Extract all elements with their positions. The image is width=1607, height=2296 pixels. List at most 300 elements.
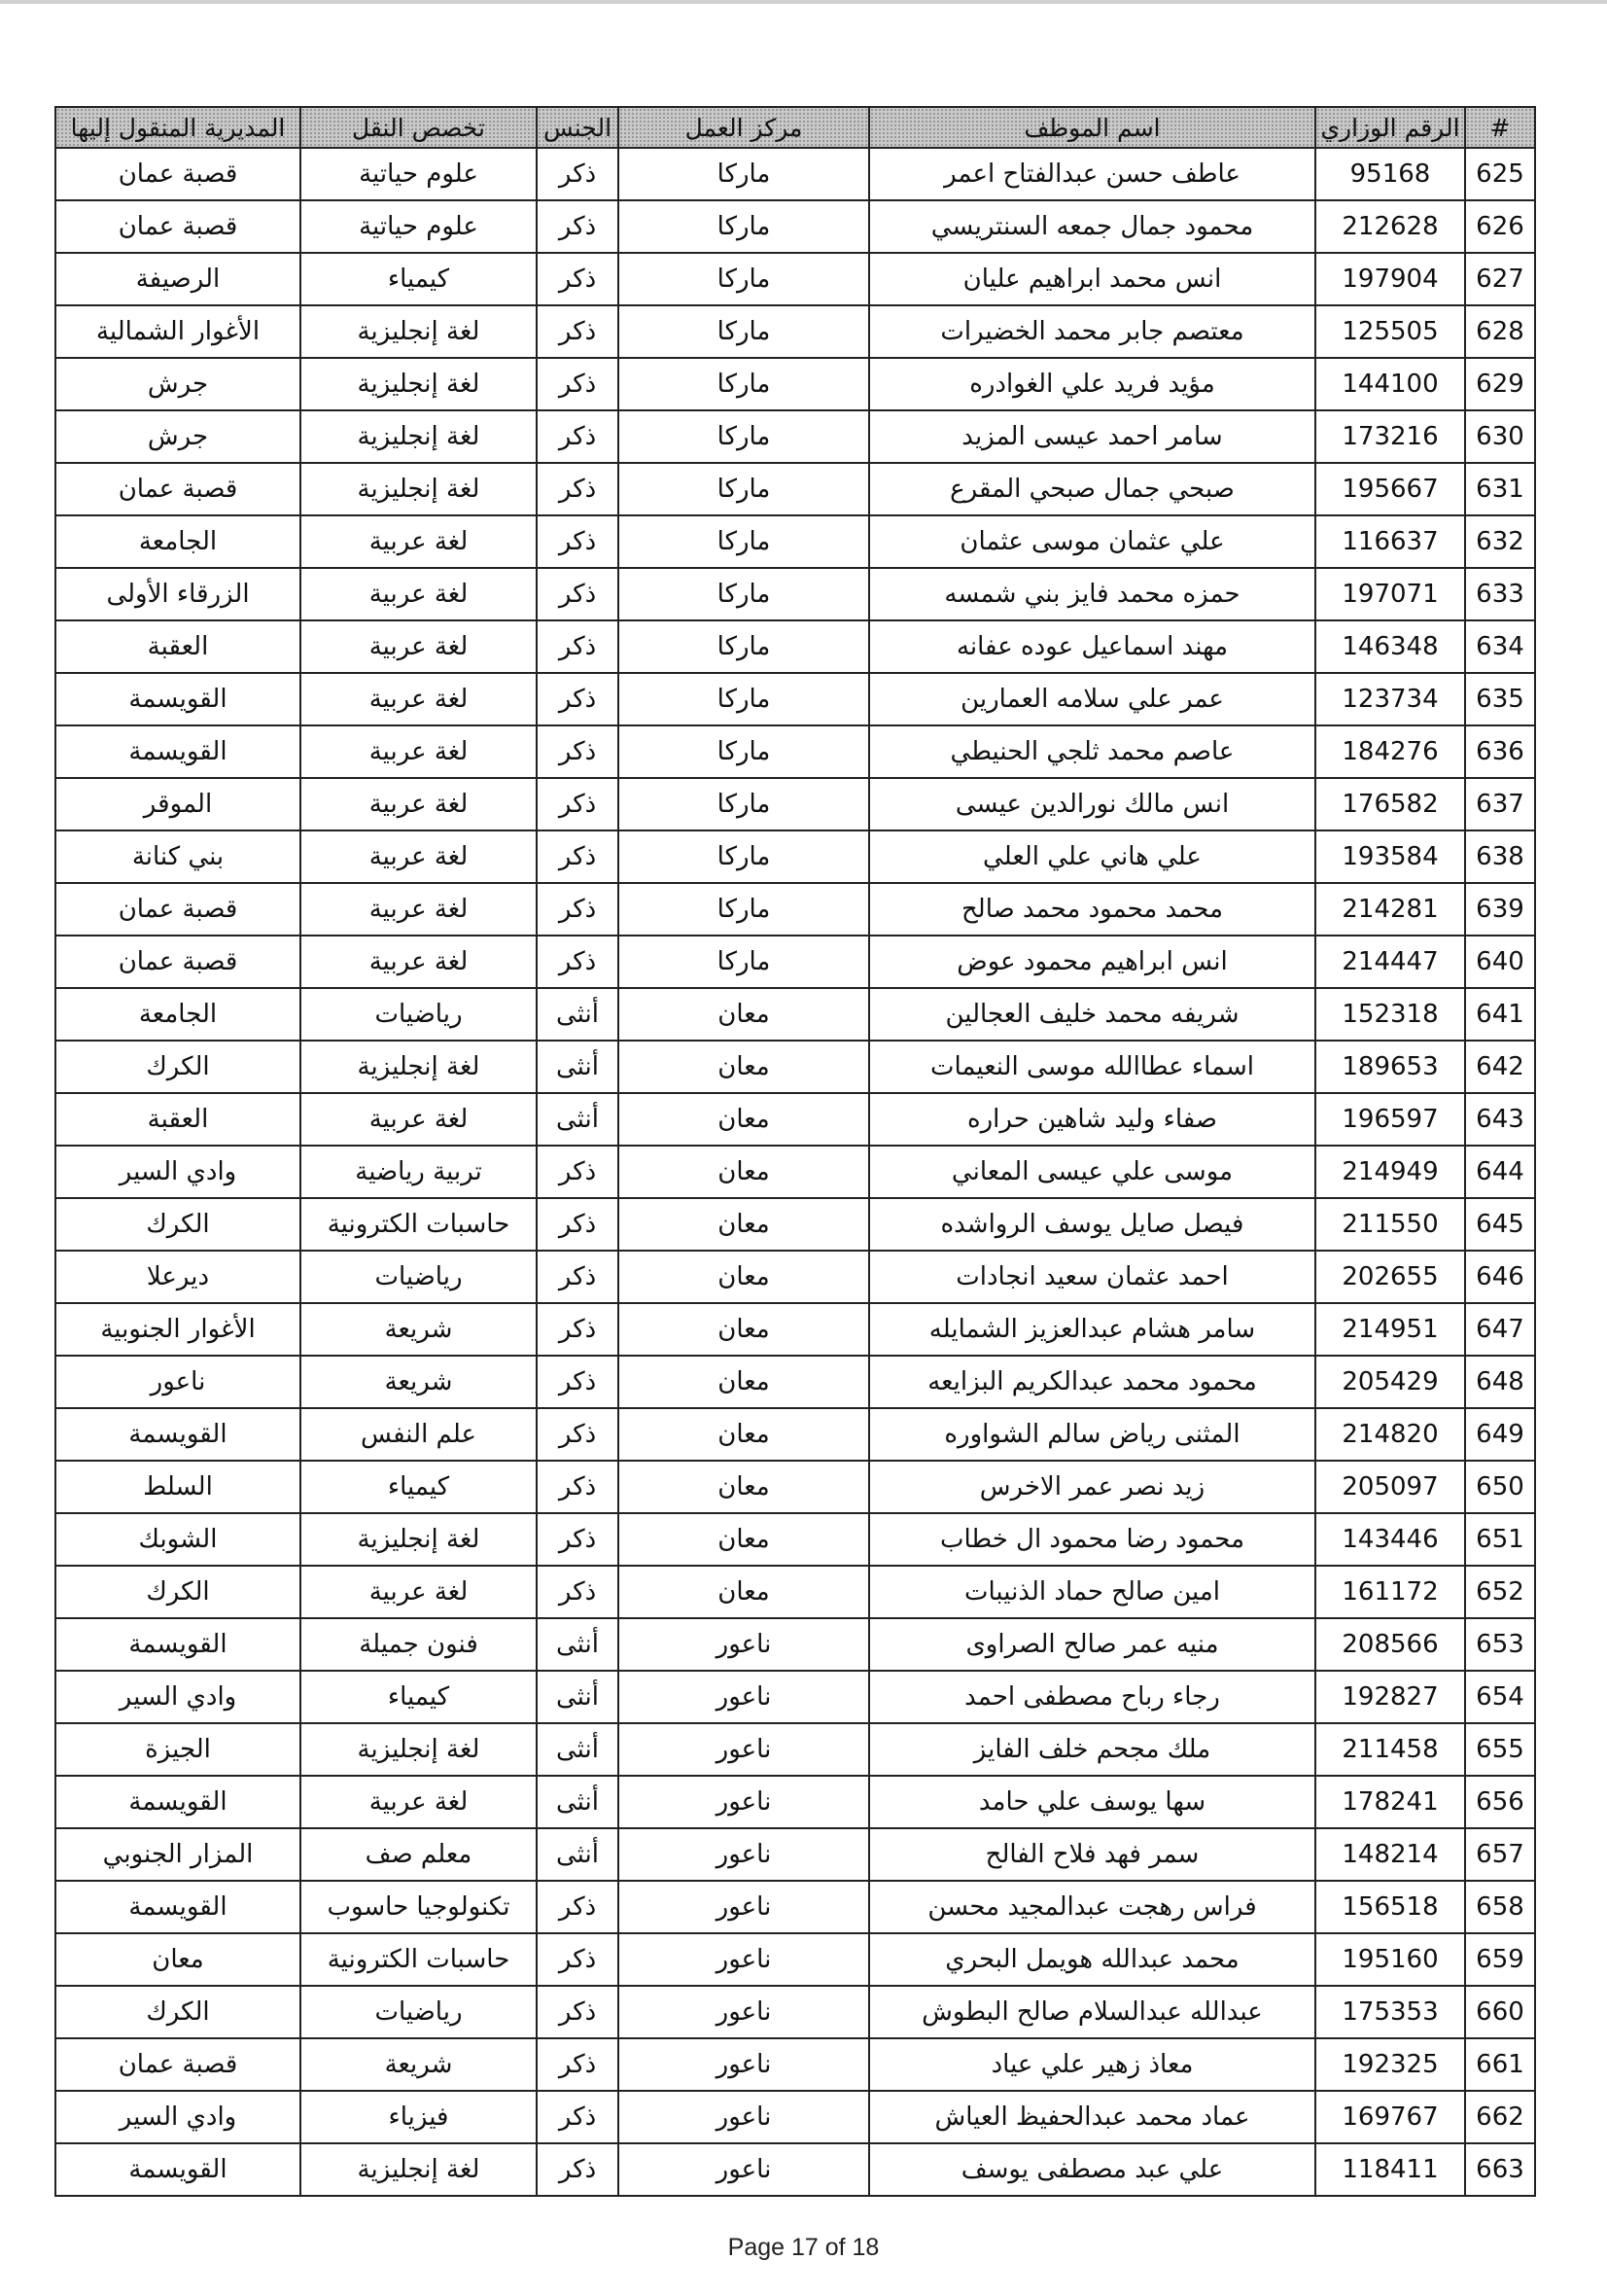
cell-ministry-id: 148214 (1315, 1828, 1465, 1881)
table-row (55, 1251, 1535, 1303)
cell-ministry-id: 214281 (1315, 883, 1465, 936)
cell-work-center: معان (618, 1198, 869, 1251)
cell-directorate: قصبة عمان (55, 463, 300, 515)
table-row (55, 725, 1535, 778)
cell-gender: ذكر (537, 883, 618, 936)
cell-specialty: علوم حياتية (300, 200, 537, 253)
table-row (55, 1303, 1535, 1356)
table-row (55, 1618, 1535, 1671)
cell-employee-name: مؤيد فريد علي الغوادره (869, 358, 1315, 410)
cell-specialty: علوم حياتية (300, 148, 537, 200)
cell-gender: ذكر (537, 1986, 618, 2038)
cell-directorate: الجامعة (55, 988, 300, 1041)
cell-work-center: ناعور (618, 1671, 869, 1723)
cell-num: 648 (1465, 1356, 1535, 1408)
cell-ministry-id: 156518 (1315, 1881, 1465, 1933)
cell-directorate: القويسمة (55, 1618, 300, 1671)
cell-ministry-id: 169767 (1315, 2091, 1465, 2143)
cell-specialty: لغة إنجليزية (300, 410, 537, 463)
cell-employee-name: محمد محمود محمد صالح (869, 883, 1315, 936)
cell-employee-name: المثنى رياض سالم الشواوره (869, 1408, 1315, 1461)
cell-employee-name: معاذ زهير علي عياد (869, 2038, 1315, 2091)
cell-ministry-id: 193584 (1315, 830, 1465, 883)
cell-employee-name: عاصم محمد ثلجي الحنيطي (869, 725, 1315, 778)
cell-gender: ذكر (537, 1146, 618, 1198)
cell-ministry-id: 118411 (1315, 2143, 1465, 2196)
cell-directorate: الكرك (55, 1986, 300, 2038)
cell-gender: ذكر (537, 936, 618, 988)
cell-employee-name: رجاء رباح مصطفى احمد (869, 1671, 1315, 1723)
table-row (55, 1986, 1535, 2038)
cell-num: 659 (1465, 1933, 1535, 1986)
cell-num: 657 (1465, 1828, 1535, 1881)
table-row (55, 410, 1535, 463)
cell-gender: ذكر (537, 410, 618, 463)
table-row (55, 305, 1535, 358)
cell-directorate: وادي السير (55, 1671, 300, 1723)
cell-ministry-id: 214820 (1315, 1408, 1465, 1461)
cell-directorate: القويسمة (55, 1408, 300, 1461)
cell-num: 626 (1465, 200, 1535, 253)
cell-gender: ذكر (537, 1408, 618, 1461)
table-row (55, 1093, 1535, 1146)
cell-num: 654 (1465, 1671, 1535, 1723)
cell-gender: ذكر (537, 673, 618, 725)
cell-gender: ذكر (537, 568, 618, 620)
cell-num: 640 (1465, 936, 1535, 988)
cell-directorate: المزار الجنوبي (55, 1828, 300, 1881)
cell-employee-name: سامر هشام عبدالعزيز الشمايله (869, 1303, 1315, 1356)
cell-employee-name: زيد نصر عمر الاخرس (869, 1461, 1315, 1513)
cell-directorate: معان (55, 1933, 300, 1986)
table-row (55, 2038, 1535, 2091)
cell-gender: ذكر (537, 1933, 618, 1986)
cell-work-center: ماركا (618, 883, 869, 936)
cell-gender: أنثى (537, 1723, 618, 1776)
cell-directorate: بني كنانة (55, 830, 300, 883)
cell-employee-name: عمر علي سلامه العمارين (869, 673, 1315, 725)
header-ministry-id: الرقم الوزاري (1315, 107, 1465, 148)
cell-work-center: ماركا (618, 620, 869, 673)
cell-directorate: قصبة عمان (55, 936, 300, 988)
cell-specialty: لغة إنجليزية (300, 305, 537, 358)
cell-specialty: لغة عربية (300, 778, 537, 830)
cell-work-center: ناعور (618, 2091, 869, 2143)
cell-num: 662 (1465, 2091, 1535, 2143)
cell-specialty: رياضيات (300, 1251, 537, 1303)
cell-num: 647 (1465, 1303, 1535, 1356)
cell-work-center: معان (618, 1146, 869, 1198)
cell-work-center: معان (618, 1093, 869, 1146)
table-header-row (55, 107, 1535, 148)
cell-gender: أنثى (537, 1041, 618, 1093)
cell-ministry-id: 214447 (1315, 936, 1465, 988)
cell-employee-name: علي عثمان موسى عثمان (869, 515, 1315, 568)
table-row (55, 1041, 1535, 1093)
cell-work-center: معان (618, 988, 869, 1041)
cell-employee-name: منيه عمر صالح الصراوى (869, 1618, 1315, 1671)
cell-ministry-id: 95168 (1315, 148, 1465, 200)
cell-ministry-id: 178241 (1315, 1776, 1465, 1828)
cell-directorate: الأغوار الشمالية (55, 305, 300, 358)
cell-gender: ذكر (537, 358, 618, 410)
cell-gender: ذكر (537, 148, 618, 200)
cell-specialty: كيمياء (300, 1671, 537, 1723)
cell-specialty: لغة عربية (300, 673, 537, 725)
cell-gender: ذكر (537, 1513, 618, 1566)
cell-specialty: شريعة (300, 2038, 537, 2091)
cell-employee-name: انس مالك نورالدين عيسى (869, 778, 1315, 830)
cell-specialty: رياضيات (300, 1986, 537, 2038)
table-row (55, 148, 1535, 200)
cell-work-center: معان (618, 1303, 869, 1356)
cell-gender: ذكر (537, 1356, 618, 1408)
cell-num: 632 (1465, 515, 1535, 568)
cell-num: 634 (1465, 620, 1535, 673)
cell-specialty: شريعة (300, 1356, 537, 1408)
table-row (55, 1408, 1535, 1461)
cell-ministry-id: 175353 (1315, 1986, 1465, 2038)
cell-specialty: لغة عربية (300, 515, 537, 568)
cell-employee-name: عاطف حسن عبدالفتاح اعمر (869, 148, 1315, 200)
table-row (55, 1198, 1535, 1251)
table-row (55, 1776, 1535, 1828)
cell-num: 638 (1465, 830, 1535, 883)
cell-gender: أنثى (537, 1618, 618, 1671)
cell-directorate: جرش (55, 358, 300, 410)
cell-num: 651 (1465, 1513, 1535, 1566)
cell-employee-name: اسماء عطاالله موسى النعيمات (869, 1041, 1315, 1093)
cell-ministry-id: 176582 (1315, 778, 1465, 830)
cell-num: 642 (1465, 1041, 1535, 1093)
cell-employee-name: معتصم جابر محمد الخضيرات (869, 305, 1315, 358)
cell-num: 637 (1465, 778, 1535, 830)
cell-directorate: القويسمة (55, 725, 300, 778)
cell-specialty: فيزياء (300, 2091, 537, 2143)
cell-num: 635 (1465, 673, 1535, 725)
cell-employee-name: علي عبد مصطفى يوسف (869, 2143, 1315, 2196)
cell-gender: ذكر (537, 305, 618, 358)
cell-num: 661 (1465, 2038, 1535, 2091)
cell-employee-name: سمر فهد فلاح الفالح (869, 1828, 1315, 1881)
cell-work-center: ماركا (618, 673, 869, 725)
cell-ministry-id: 184276 (1315, 725, 1465, 778)
cell-specialty: لغة عربية (300, 830, 537, 883)
table-row (55, 358, 1535, 410)
transfer-table (54, 106, 1536, 2197)
cell-gender: ذكر (537, 2038, 618, 2091)
table-row (55, 253, 1535, 305)
cell-specialty: كيمياء (300, 253, 537, 305)
table-row (55, 1356, 1535, 1408)
cell-ministry-id: 189653 (1315, 1041, 1465, 1093)
table-row (55, 1881, 1535, 1933)
cell-ministry-id: 146348 (1315, 620, 1465, 673)
cell-ministry-id: 208566 (1315, 1618, 1465, 1671)
cell-employee-name: موسى علي عيسى المعاني (869, 1146, 1315, 1198)
cell-num: 644 (1465, 1146, 1535, 1198)
cell-work-center: ناعور (618, 1881, 869, 1933)
cell-specialty: لغة عربية (300, 1776, 537, 1828)
cell-gender: ذكر (537, 1303, 618, 1356)
cell-num: 656 (1465, 1776, 1535, 1828)
header-directorate: المديرية المنقول إليها (55, 107, 300, 148)
cell-employee-name: شريفه محمد خليف العجالين (869, 988, 1315, 1041)
cell-gender: ذكر (537, 1881, 618, 1933)
table-row (55, 1513, 1535, 1566)
cell-work-center: ناعور (618, 1933, 869, 1986)
cell-specialty: علم النفس (300, 1408, 537, 1461)
table-row (55, 673, 1535, 725)
cell-ministry-id: 173216 (1315, 410, 1465, 463)
header-work-center: مركز العمل (618, 107, 869, 148)
cell-employee-name: صبحي جمال صبحي المقرع (869, 463, 1315, 515)
cell-employee-name: عبدالله عبدالسلام صالح البطوش (869, 1986, 1315, 2038)
cell-work-center: ناعور (618, 1776, 869, 1828)
cell-work-center: ماركا (618, 936, 869, 988)
cell-employee-name: محمود محمد عبدالكريم البزايعه (869, 1356, 1315, 1408)
cell-num: 645 (1465, 1198, 1535, 1251)
cell-specialty: لغة إنجليزية (300, 1041, 537, 1093)
cell-ministry-id: 192325 (1315, 2038, 1465, 2091)
cell-gender: أنثى (537, 1093, 618, 1146)
cell-specialty: لغة عربية (300, 620, 537, 673)
cell-num: 628 (1465, 305, 1535, 358)
cell-gender: أنثى (537, 988, 618, 1041)
cell-ministry-id: 197904 (1315, 253, 1465, 305)
cell-employee-name: حمزه محمد فايز بني شمسه (869, 568, 1315, 620)
cell-num: 636 (1465, 725, 1535, 778)
cell-employee-name: محمود رضا محمود ال خطاب (869, 1513, 1315, 1566)
table-row (55, 620, 1535, 673)
cell-specialty: لغة عربية (300, 883, 537, 936)
cell-work-center: ماركا (618, 515, 869, 568)
cell-employee-name: احمد عثمان سعيد انجادات (869, 1251, 1315, 1303)
cell-employee-name: محمود جمال جمعه السنتريسي (869, 200, 1315, 253)
cell-work-center: ماركا (618, 410, 869, 463)
table-row (55, 988, 1535, 1041)
cell-gender: ذكر (537, 1251, 618, 1303)
cell-ministry-id: 144100 (1315, 358, 1465, 410)
cell-work-center: معان (618, 1408, 869, 1461)
table-row (55, 1461, 1535, 1513)
cell-ministry-id: 214949 (1315, 1146, 1465, 1198)
table-row (55, 200, 1535, 253)
table-row (55, 883, 1535, 936)
cell-gender: ذكر (537, 1198, 618, 1251)
cell-specialty: رياضيات (300, 988, 537, 1041)
cell-work-center: ماركا (618, 830, 869, 883)
cell-specialty: لغة إنجليزية (300, 358, 537, 410)
cell-employee-name: صفاء وليد شاهين حراره (869, 1093, 1315, 1146)
table-row (55, 778, 1535, 830)
cell-specialty: كيمياء (300, 1461, 537, 1513)
cell-specialty: حاسبات الكترونية (300, 1198, 537, 1251)
cell-directorate: ناعور (55, 1356, 300, 1408)
cell-specialty: تربية رياضية (300, 1146, 537, 1198)
cell-directorate: وادي السير (55, 2091, 300, 2143)
cell-specialty: لغة عربية (300, 1093, 537, 1146)
cell-gender: ذكر (537, 2091, 618, 2143)
cell-num: 660 (1465, 1986, 1535, 2038)
cell-ministry-id: 195160 (1315, 1933, 1465, 1986)
cell-ministry-id: 211458 (1315, 1723, 1465, 1776)
cell-specialty: لغة إنجليزية (300, 1513, 537, 1566)
cell-ministry-id: 212628 (1315, 200, 1465, 253)
cell-employee-name: انس ابراهيم محمود عوض (869, 936, 1315, 988)
cell-directorate: قصبة عمان (55, 2038, 300, 2091)
cell-ministry-id: 192827 (1315, 1671, 1465, 1723)
cell-employee-name: مهند اسماعيل عوده عفانه (869, 620, 1315, 673)
cell-directorate: الرصيفة (55, 253, 300, 305)
cell-directorate: قصبة عمان (55, 148, 300, 200)
cell-num: 639 (1465, 883, 1535, 936)
cell-directorate: السلط (55, 1461, 300, 1513)
table-row (55, 463, 1535, 515)
header-specialty: تخصص النقل (300, 107, 537, 148)
table-row (55, 1933, 1535, 1986)
table-row (55, 2143, 1535, 2196)
cell-ministry-id: 211550 (1315, 1198, 1465, 1251)
cell-employee-name: فيصل صايل يوسف الرواشده (869, 1198, 1315, 1251)
cell-work-center: ناعور (618, 1986, 869, 2038)
cell-work-center: معان (618, 1356, 869, 1408)
cell-ministry-id: 161172 (1315, 1566, 1465, 1618)
cell-directorate: الموقر (55, 778, 300, 830)
cell-directorate: الجامعة (55, 515, 300, 568)
cell-work-center: معان (618, 1513, 869, 1566)
cell-num: 649 (1465, 1408, 1535, 1461)
cell-directorate: القويسمة (55, 2143, 300, 2196)
cell-specialty: لغة عربية (300, 568, 537, 620)
cell-ministry-id: 205429 (1315, 1356, 1465, 1408)
cell-work-center: ناعور (618, 1618, 869, 1671)
cell-employee-name: انس محمد ابراهيم عليان (869, 253, 1315, 305)
cell-directorate: الكرك (55, 1566, 300, 1618)
table-row (55, 830, 1535, 883)
cell-gender: ذكر (537, 830, 618, 883)
cell-gender: ذكر (537, 515, 618, 568)
cell-ministry-id: 125505 (1315, 305, 1465, 358)
cell-directorate: جرش (55, 410, 300, 463)
cell-num: 663 (1465, 2143, 1535, 2196)
cell-gender: ذكر (537, 620, 618, 673)
cell-work-center: معان (618, 1251, 869, 1303)
table-row (55, 1723, 1535, 1776)
header-employee-name: اسم الموظف (869, 107, 1315, 148)
cell-ministry-id: 143446 (1315, 1513, 1465, 1566)
cell-specialty: حاسبات الكترونية (300, 1933, 537, 1986)
cell-num: 625 (1465, 148, 1535, 200)
cell-work-center: ماركا (618, 305, 869, 358)
table-row (55, 936, 1535, 988)
cell-ministry-id: 205097 (1315, 1461, 1465, 1513)
cell-directorate: القويسمة (55, 1881, 300, 1933)
cell-num: 650 (1465, 1461, 1535, 1513)
cell-specialty: لغة إنجليزية (300, 1723, 537, 1776)
cell-num: 652 (1465, 1566, 1535, 1618)
cell-work-center: ماركا (618, 725, 869, 778)
cell-ministry-id: 152318 (1315, 988, 1465, 1041)
cell-directorate: قصبة عمان (55, 200, 300, 253)
table-row (55, 1146, 1535, 1198)
cell-directorate: ديرعلا (55, 1251, 300, 1303)
cell-directorate: الجيزة (55, 1723, 300, 1776)
cell-employee-name: فراس رهجت عبدالمجيد محسن (869, 1881, 1315, 1933)
cell-ministry-id: 197071 (1315, 568, 1465, 620)
cell-num: 631 (1465, 463, 1535, 515)
cell-employee-name: عماد محمد عبدالحفيظ العياش (869, 2091, 1315, 2143)
cell-num: 643 (1465, 1093, 1535, 1146)
cell-specialty: لغة عربية (300, 936, 537, 988)
cell-directorate: القويسمة (55, 673, 300, 725)
table-row (55, 568, 1535, 620)
scan-top-edge (0, 0, 1607, 4)
cell-num: 655 (1465, 1723, 1535, 1776)
cell-gender: أنثى (537, 1671, 618, 1723)
cell-directorate: الزرقاء الأولى (55, 568, 300, 620)
cell-specialty: فنون جميلة (300, 1618, 537, 1671)
cell-work-center: ناعور (618, 2143, 869, 2196)
cell-specialty: معلم صف (300, 1828, 537, 1881)
cell-gender: ذكر (537, 1566, 618, 1618)
table-row (55, 1828, 1535, 1881)
cell-gender: أنثى (537, 1776, 618, 1828)
cell-num: 653 (1465, 1618, 1535, 1671)
cell-employee-name: سها يوسف علي حامد (869, 1776, 1315, 1828)
cell-work-center: ناعور (618, 1828, 869, 1881)
cell-directorate: الكرك (55, 1041, 300, 1093)
cell-num: 627 (1465, 253, 1535, 305)
cell-work-center: معان (618, 1041, 869, 1093)
cell-specialty: لغة عربية (300, 725, 537, 778)
cell-directorate: وادي السير (55, 1146, 300, 1198)
cell-num: 646 (1465, 1251, 1535, 1303)
cell-ministry-id: 116637 (1315, 515, 1465, 568)
cell-gender: ذكر (537, 463, 618, 515)
cell-work-center: ماركا (618, 463, 869, 515)
cell-work-center: ماركا (618, 778, 869, 830)
table-row (55, 515, 1535, 568)
cell-work-center: معان (618, 1461, 869, 1513)
cell-directorate: العقبة (55, 1093, 300, 1146)
cell-specialty: شريعة (300, 1303, 537, 1356)
header-num: # (1465, 107, 1535, 148)
cell-directorate: القويسمة (55, 1776, 300, 1828)
cell-work-center: ماركا (618, 568, 869, 620)
cell-work-center: معان (618, 1566, 869, 1618)
table-row (55, 1671, 1535, 1723)
cell-employee-name: علي هاني علي العلي (869, 830, 1315, 883)
cell-work-center: ناعور (618, 2038, 869, 2091)
header-gender: الجنس (537, 107, 618, 148)
cell-ministry-id: 123734 (1315, 673, 1465, 725)
cell-ministry-id: 195667 (1315, 463, 1465, 515)
cell-directorate: قصبة عمان (55, 883, 300, 936)
cell-num: 630 (1465, 410, 1535, 463)
cell-num: 658 (1465, 1881, 1535, 1933)
cell-employee-name: امين صالح حماد الذنيبات (869, 1566, 1315, 1618)
cell-employee-name: محمد عبدالله هويمل البحري (869, 1933, 1315, 1986)
cell-num: 629 (1465, 358, 1535, 410)
table-row (55, 2091, 1535, 2143)
cell-directorate: الأغوار الجنوبية (55, 1303, 300, 1356)
cell-num: 633 (1465, 568, 1535, 620)
cell-gender: ذكر (537, 200, 618, 253)
cell-employee-name: سامر احمد عيسى المزيد (869, 410, 1315, 463)
cell-gender: ذكر (537, 725, 618, 778)
cell-gender: ذكر (537, 253, 618, 305)
